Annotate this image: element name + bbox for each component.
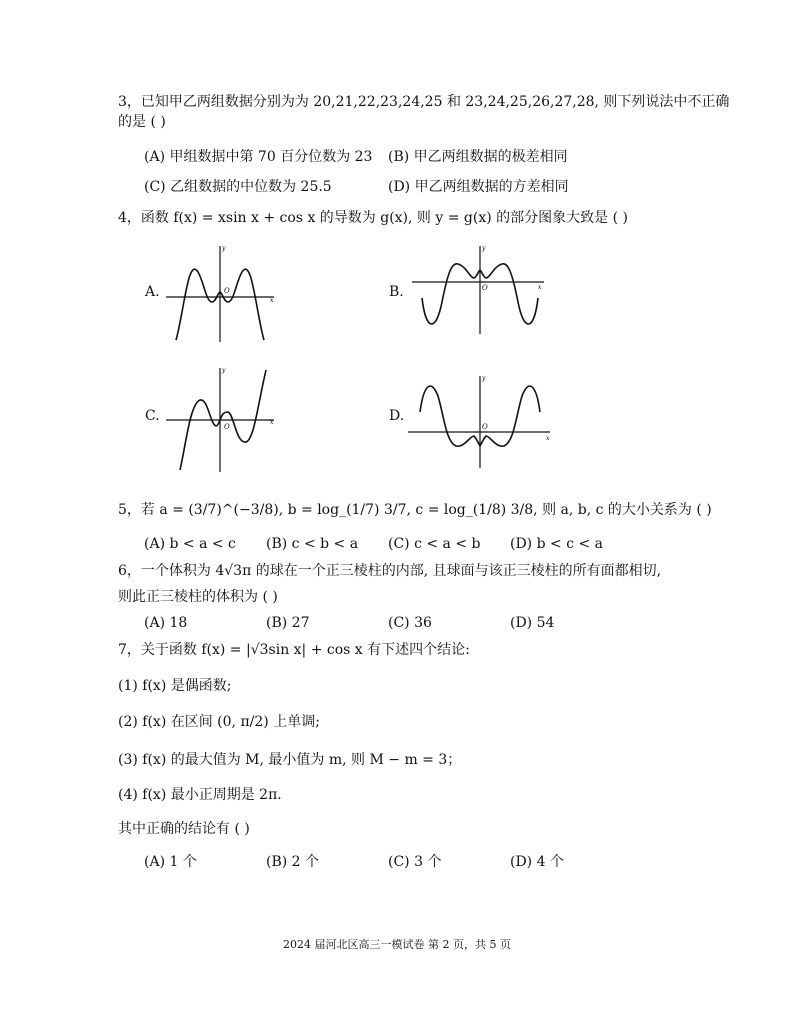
q7-statement-3: (3) f(x) 的最大值为 M, 最小值为 m, 则 M − m = 3； [118, 752, 462, 768]
q6-stem-line2: 则此正三棱柱的体积为 ( ) [118, 589, 278, 605]
q6-option-d: (D) 54 [510, 615, 555, 631]
q6-option-c: (C) 36 [388, 615, 432, 631]
q5-option-b: (B) c < b < a [266, 536, 359, 552]
q4-label-a: A. [145, 284, 160, 300]
graph-c-x-label: x [270, 419, 274, 426]
q7-statement-1: (1) f(x) 是偶函数; [118, 678, 232, 694]
q5-option-a: (A) b < a < c [144, 536, 236, 552]
q3-stem-line2: 的是 ( ) [118, 114, 166, 130]
q3-option-a: (A) 甲组数据中第 70 百分位数为 23 [144, 149, 373, 165]
graph-a-y-label: y [222, 245, 226, 252]
q5-stem: 5，若 a = (3/7)^(−3/8), b = log_(1/7) 3/7, c = log_(1/8) 3/8, 则 a, b, c 的大小关系为 ( ) [118, 502, 712, 518]
q7-option-c: (C) 3 个 [388, 854, 442, 870]
q7-stem: 7，关于函数 f(x) = |√3sin x| + cos x 有下述四个结论: [118, 642, 470, 658]
q7-option-a: (A) 1 个 [144, 854, 197, 870]
q4-graph-d [404, 372, 554, 472]
q6-stem-line1: 6，一个体积为 4√3π 的球在一个正三棱柱的内部, 且球面与该正三棱柱的所有面都相切, [118, 563, 662, 579]
graph-d-origin: O [482, 423, 488, 431]
q7-statement-4: (4) f(x) 最小正周期是 2π. [118, 787, 282, 803]
q4-label-b: B. [389, 284, 404, 300]
q4-stem: 4，函数 f(x) = xsin x + cos x 的导数为 g(x), 则 y = g(x) 的部分图象大致是 ( ) [118, 210, 628, 226]
graph-c-origin: O [224, 423, 230, 431]
page-footer: 2024 届河北区高三一模试卷 第 2 页，共 5 页 [283, 938, 511, 951]
q4-graph-a [162, 242, 280, 346]
graph-b-y-label: y [482, 245, 486, 252]
q7-option-b: (B) 2 个 [266, 854, 320, 870]
q6-option-b: (B) 27 [266, 615, 310, 631]
q7-ask: 其中正确的结论有 ( ) [118, 821, 250, 837]
graph-a-origin: O [224, 287, 230, 295]
q5-option-c: (C) c < a < b [388, 536, 481, 552]
graph-b-x-label: x [538, 284, 542, 291]
q5-option-d: (D) b < c < a [510, 536, 604, 552]
q3-stem-line1: 3，已知甲乙两组数据分别为为 20,21,22,23,24,25 和 23,24,25,26,27,28, 则下列说法中不正确 [118, 94, 730, 110]
q3-option-c: (C) 乙组数据的中位数为 25.5 [144, 179, 332, 195]
graph-b-origin: O [482, 284, 488, 292]
graph-a-x-label: x [270, 297, 274, 304]
graph-d-y-label: y [482, 375, 486, 382]
q3-option-b: (B) 甲乙两组数据的极差相同 [388, 149, 568, 165]
q4-graph-b [408, 242, 548, 338]
q7-statement-2: (2) f(x) 在区间 (0, π/2) 上单调; [118, 714, 320, 730]
q7-option-d: (D) 4 个 [510, 854, 564, 870]
graph-c-y-label: y [222, 367, 226, 374]
q4-label-d: D. [389, 408, 405, 424]
graph-d-x-label: x [546, 435, 550, 442]
q4-graph-c [162, 364, 280, 476]
q4-label-c: C. [145, 408, 160, 424]
q3-option-d: (D) 甲乙两组数据的方差相同 [388, 179, 569, 195]
q6-option-a: (A) 18 [144, 615, 188, 631]
